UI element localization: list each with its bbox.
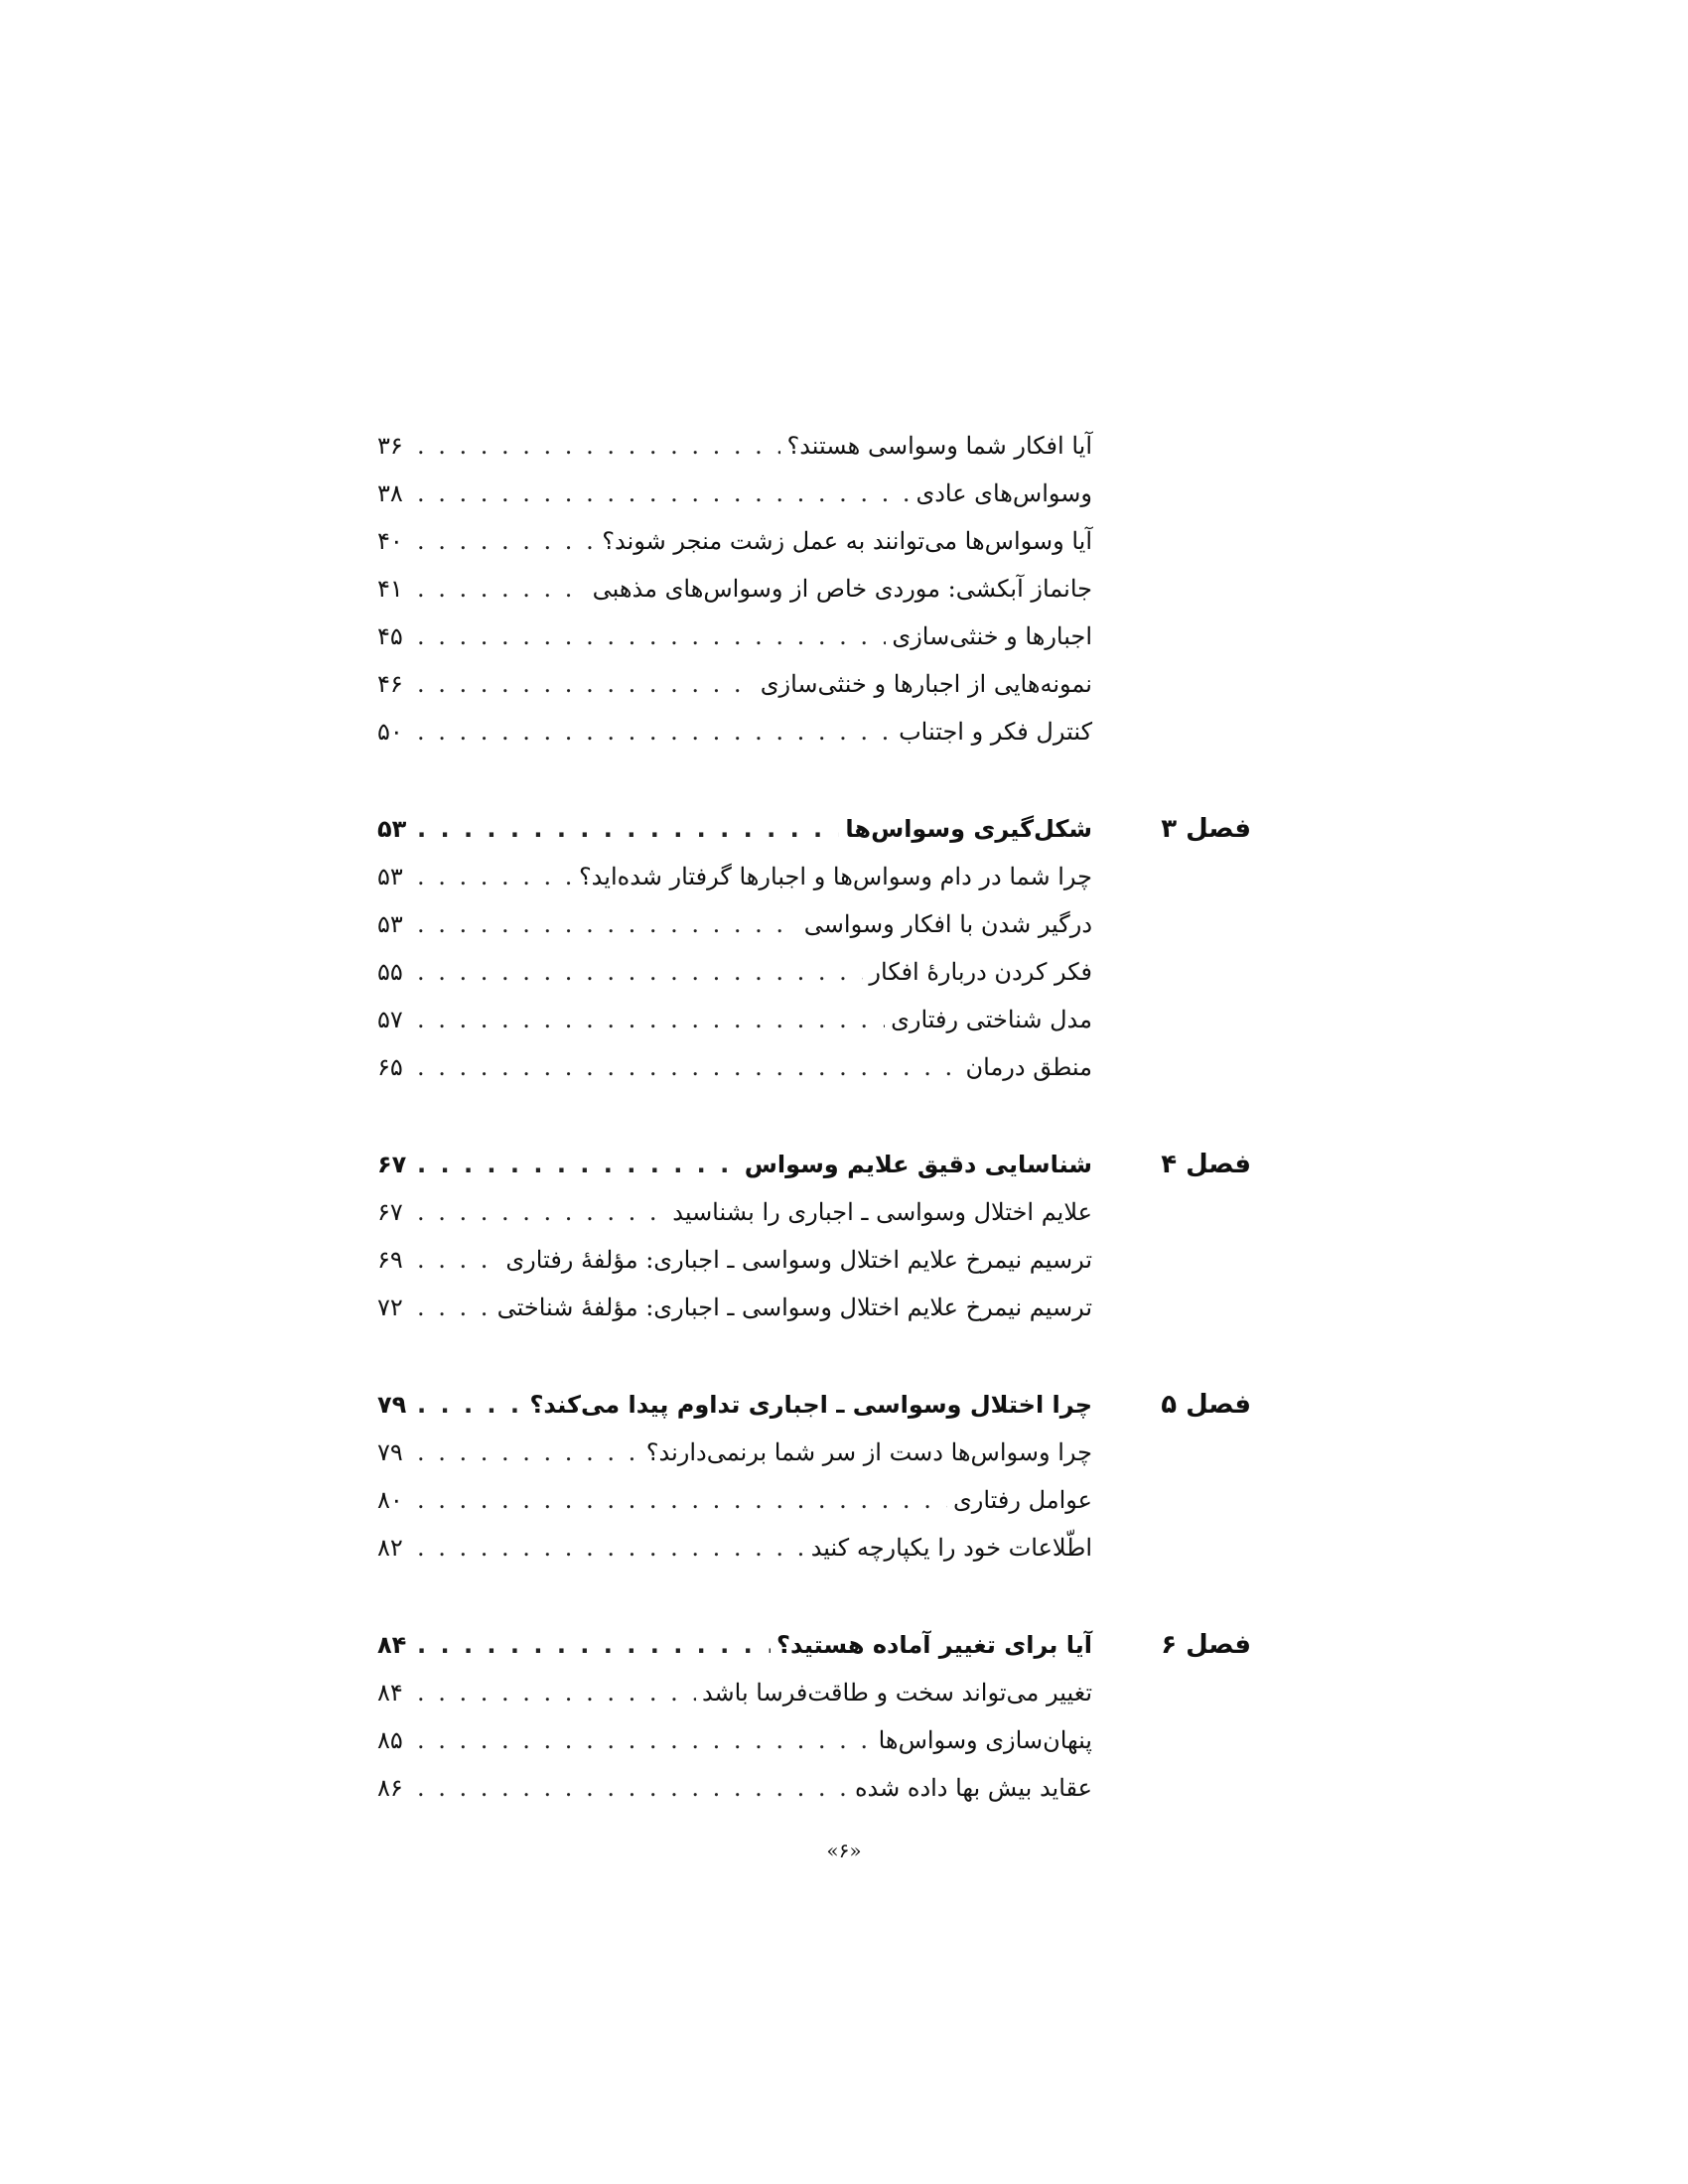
entry-page-number: ۸۴ (377, 1679, 403, 1706)
toc-entry[interactable] (377, 613, 1092, 660)
toc-section (377, 422, 1251, 755)
toc-entry[interactable] (377, 996, 1092, 1043)
dot-leader (417, 1043, 960, 1091)
chapter-label: فصل ۳ (1161, 814, 1251, 844)
toc-entries (377, 1381, 1092, 1571)
dot-leader (417, 1524, 805, 1571)
entry-title: چرا شما در دام وسواس‌ها و اجبارها گرفتار شده‌اید؟ (578, 863, 1092, 890)
toc-section (377, 1621, 1251, 1812)
toc-entry[interactable] (377, 853, 1092, 900)
entry-title: آیا برای تغییر آماده هستید؟ (776, 1631, 1092, 1659)
entry-page-number: ۴۰ (377, 527, 403, 555)
entry-title: شناسایی دقیق علایم وسواس (744, 1151, 1092, 1178)
dot-leader (417, 1621, 771, 1669)
dot-leader (417, 1429, 640, 1476)
dot-leader (417, 1764, 849, 1812)
entry-title: علایم اختلال وسواسی ـ اجباری را بشناسید (672, 1198, 1092, 1226)
entry-title: عقاید بیش بها داده شده (854, 1774, 1092, 1802)
toc-entry[interactable] (377, 1669, 1092, 1716)
entry-page-number: ۸۰ (377, 1486, 403, 1514)
entry-title: چرا اختلال وسواسی ـ اجباری تداوم پیدا می‌کند؟ (529, 1391, 1092, 1419)
entry-page-number: ۴۵ (377, 622, 403, 650)
dot-leader (417, 1716, 873, 1764)
chapter-title-entry[interactable] (377, 1381, 1092, 1429)
toc-entry[interactable] (377, 1524, 1092, 1571)
toc-section (377, 1141, 1251, 1331)
chapter-label: فصل ۴ (1161, 1150, 1251, 1179)
dot-leader (417, 470, 910, 517)
toc-entry[interactable] (377, 948, 1092, 996)
dot-leader (417, 1381, 523, 1429)
entry-page-number: ۳۸ (377, 479, 403, 507)
toc-entry[interactable] (377, 660, 1092, 708)
entry-title: مدل شناختی رفتاری (891, 1006, 1092, 1033)
dot-leader (417, 900, 798, 948)
entry-page-number: ۵۰ (377, 718, 403, 746)
toc-entries (377, 422, 1092, 755)
entry-title: جانماز آبکشی: موردی خاص از وسواس‌های مذهبی (592, 575, 1092, 603)
entry-title: عوامل رفتاری (952, 1486, 1092, 1514)
entry-page-number: ۵۳ (377, 910, 403, 938)
toc-entry[interactable] (377, 1716, 1092, 1764)
dot-leader (417, 1188, 666, 1236)
chapter-label: فصل ۵ (1161, 1390, 1251, 1420)
entry-title: وسواس‌های عادی (915, 479, 1092, 507)
toc-entry[interactable] (377, 1188, 1092, 1236)
toc-entry[interactable] (377, 1764, 1092, 1812)
entry-page-number: ۸۴ (377, 1631, 407, 1659)
dot-leader (417, 996, 885, 1043)
chapter-title-entry[interactable] (377, 1141, 1092, 1188)
toc-section (377, 1381, 1251, 1571)
toc-entry[interactable] (377, 1284, 1092, 1331)
page-number: «۶» (826, 1839, 862, 1862)
chapter-title-entry[interactable] (377, 805, 1092, 853)
entry-page-number: ۸۵ (377, 1726, 403, 1754)
entry-page-number: ۷۹ (377, 1391, 407, 1419)
dot-leader (417, 565, 587, 613)
entry-page-number: ۷۲ (377, 1294, 403, 1321)
entry-title: درگیر شدن با افکار وسواسی (803, 910, 1092, 938)
entry-page-number: ۷۹ (377, 1438, 403, 1466)
dot-leader (417, 1141, 739, 1188)
toc-entry[interactable] (377, 1043, 1092, 1091)
toc-entry[interactable] (377, 1429, 1092, 1476)
entry-page-number: ۶۵ (377, 1053, 403, 1081)
toc-entry[interactable] (377, 1476, 1092, 1524)
entry-page-number: ۶۷ (377, 1198, 403, 1226)
chapter-title-entry[interactable] (377, 1621, 1092, 1669)
entry-title: فکر کردن دربارهٔ افکار (869, 958, 1092, 986)
entry-title: آیا افکار شما وسواسی هستند؟ (786, 432, 1092, 460)
entry-page-number: ۴۶ (377, 670, 403, 698)
entry-title: آیا وسواس‌ها می‌توانند به عمل زشت منجر شوند؟ (602, 527, 1092, 555)
toc-entry[interactable] (377, 1236, 1092, 1284)
entry-title: نمونه‌هایی از اجبارها و خنثی‌سازی (760, 670, 1092, 698)
toc-entries (377, 1141, 1092, 1331)
entry-title: تغییر می‌تواند سخت و طاقت‌فرسا باشد (701, 1679, 1092, 1706)
entry-title: اجبارها و خنثی‌سازی (892, 622, 1092, 650)
chapter-label: فصل ۶ (1161, 1630, 1251, 1660)
entry-page-number: ۵۳ (377, 863, 403, 890)
entry-title: منطق درمان (965, 1053, 1092, 1081)
entry-page-number: ۸۶ (377, 1774, 403, 1802)
entry-page-number: ۶۹ (377, 1246, 403, 1274)
entry-page-number: ۴۱ (377, 575, 403, 603)
entry-page-number: ۶۷ (377, 1151, 407, 1178)
entry-title: کنترل فکر و اجتناب (899, 718, 1092, 746)
toc-section (377, 805, 1251, 1091)
dot-leader (417, 805, 839, 853)
dot-leader (417, 1476, 947, 1524)
entry-page-number: ۵۵ (377, 958, 403, 986)
toc-entry[interactable] (377, 517, 1092, 565)
toc-entry[interactable] (377, 565, 1092, 613)
entry-page-number: ۸۲ (377, 1534, 403, 1562)
dot-leader (417, 1669, 696, 1716)
entry-page-number: ۵۳ (377, 815, 407, 843)
dot-leader (417, 708, 893, 755)
entry-title: اطّلاعات خود را یکپارچه کنید (810, 1534, 1092, 1562)
entry-title: ترسیم نیمرخ علایم اختلال وسواسی ـ اجباری: مؤلفهٔ شناختی (496, 1294, 1092, 1321)
table-of-contents (377, 422, 1251, 1812)
entry-title: چرا وسواس‌ها دست از سر شما برنمی‌دارند؟ (645, 1438, 1092, 1466)
dot-leader (417, 422, 780, 470)
dot-leader (417, 948, 863, 996)
toc-entry[interactable] (377, 900, 1092, 948)
toc-entry[interactable] (377, 470, 1092, 517)
toc-entries (377, 805, 1092, 1091)
dot-leader (417, 853, 573, 900)
entry-title: پنهان‌سازی وسواس‌ها (878, 1726, 1092, 1754)
toc-entry[interactable] (377, 708, 1092, 755)
entry-title: شکل‌گیری وسواس‌ها (845, 815, 1092, 843)
dot-leader (417, 517, 596, 565)
toc-entries (377, 1621, 1092, 1812)
entry-page-number: ۳۶ (377, 432, 403, 460)
entry-title: ترسیم نیمرخ علایم اختلال وسواسی ـ اجباری: مؤلفهٔ رفتاری (505, 1246, 1092, 1274)
dot-leader (417, 1284, 492, 1331)
entry-page-number: ۵۷ (377, 1006, 403, 1033)
dot-leader (417, 613, 886, 660)
dot-leader (417, 1236, 499, 1284)
dot-leader (417, 660, 755, 708)
toc-entry[interactable] (377, 422, 1092, 470)
